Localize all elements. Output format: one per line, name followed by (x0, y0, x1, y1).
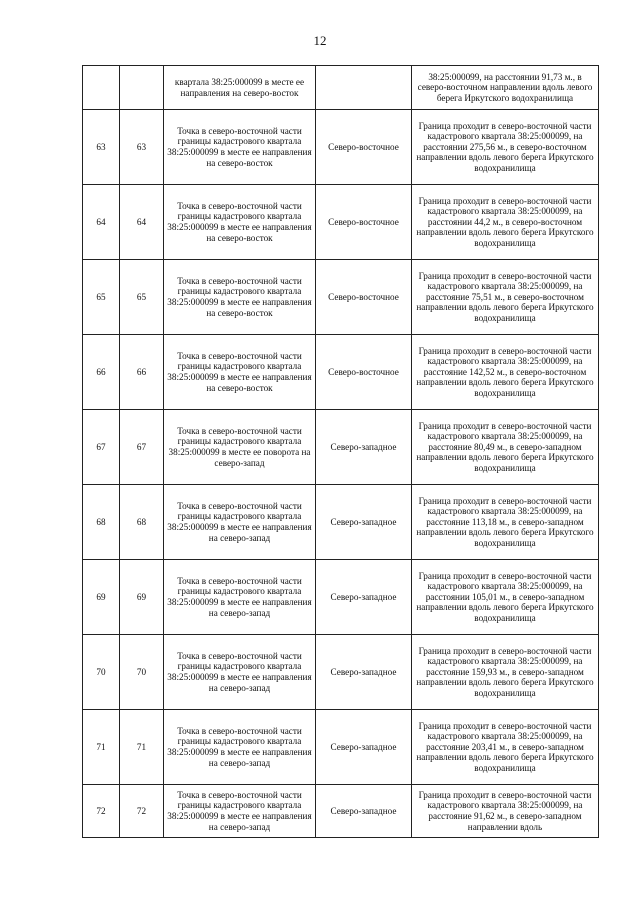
direction-cell (316, 185, 412, 260)
direction-text: Северо-восточное (328, 291, 399, 302)
point-number-cell (83, 410, 120, 485)
point-description-cell (164, 785, 316, 838)
boundary-description-text: Граница проходит в северо-восточной части кадастрового квартала 38:25:000099, на расстояние 91,62 м., в северо-западном направлении вдоль (418, 789, 592, 832)
boundary-points-table (82, 65, 599, 838)
point-description-text: Точка в северо-восточной части границы кадастрового квартала 38:25:000099 в месте ее направления на северо-восток (167, 350, 312, 393)
point-number-text: 68 (96, 516, 106, 527)
point-number-cell (83, 110, 120, 185)
table-row (83, 260, 599, 335)
table-row (83, 185, 599, 260)
point-description-text: квартала 38:25:000099 в месте ее направления на северо-восток (174, 76, 305, 98)
direction-text: Северо-западное (330, 741, 397, 752)
point-number-cell (83, 260, 120, 335)
boundary-description-text: Граница проходит в северо-восточной части кадастрового квартала 38:25:000099, на расстоянии 105,01 м., в северо-западном направлении вдоль левого берега Иркутского водохранилища (416, 570, 594, 623)
table-row (83, 410, 599, 485)
point-description-cell (164, 410, 316, 485)
table-body (83, 66, 599, 838)
boundary-description-cell (412, 485, 599, 560)
boundary-description-text: Граница проходит в северо-восточной части кадастрового квартала 38:25:000099, на расстояние 159,93 м., в северо-западном направлении вдоль левого берега Иркутского водохранилища (416, 645, 594, 698)
boundary-description-cell (412, 410, 599, 485)
boundary-description-cell (412, 260, 599, 335)
point-description-text: Точка в северо-восточной части границы кадастрового квартала 38:25:000099 в месте ее направления на северо-восток (167, 200, 312, 243)
point-number-text: 69 (96, 591, 106, 602)
point-description-cell (164, 560, 316, 635)
point-description-text: Точка в северо-восточной части границы кадастрового квартала 38:25:000099 в месте ее поворота на северо-запад (168, 425, 311, 468)
point-description-text: Точка в северо-восточной части границы кадастрового квартала 38:25:000099 в месте ее направления на северо-восток (167, 125, 312, 168)
point-number-text: 64 (96, 216, 106, 227)
boundary-description-text: Граница проходит в северо-восточной части кадастрового квартала 38:25:000099, на расстояние 80,49 м., в северо-западном направлении вдоль левого берега Иркутского водохранилища (416, 420, 594, 473)
boundary-description-cell (412, 710, 599, 785)
point-index-text: 72 (136, 805, 147, 816)
direction-text: Северо-западное (330, 591, 397, 602)
point-description-cell (164, 110, 316, 185)
point-description-cell (164, 485, 316, 560)
boundary-description-text: Граница проходит в северо-восточной части кадастрового квартала 38:25:000099, на расстоянии 275,56 м., в северо-восточном направлении вдоль левого берега Иркутского водохранилища (416, 120, 594, 173)
point-description-text: Точка в северо-восточной части границы кадастрового квартала 38:25:000099 в месте ее направления на северо-запад (167, 575, 312, 618)
point-description-text: Точка в северо-восточной части границы кадастрового квартала 38:25:000099 в месте ее направления на северо-запад (167, 500, 312, 543)
boundary-description-cell (412, 335, 599, 410)
direction-cell (316, 260, 412, 335)
boundary-description-cell (412, 110, 599, 185)
point-index-text: 70 (136, 666, 147, 677)
point-index-cell (120, 66, 164, 110)
point-number-cell (83, 66, 120, 110)
point-number-cell (83, 335, 120, 410)
direction-text: Северо-западное (330, 805, 397, 816)
direction-cell (316, 335, 412, 410)
table-row (83, 110, 599, 185)
table-row (83, 66, 599, 110)
point-number-cell (83, 635, 120, 710)
point-index-cell (120, 260, 164, 335)
point-index-cell (120, 185, 164, 260)
point-description-cell (164, 635, 316, 710)
page-number: 12 (313, 33, 327, 48)
point-number-cell (83, 185, 120, 260)
point-description-cell (164, 66, 316, 110)
direction-text: Северо-западное (330, 516, 397, 527)
point-number-text: 70 (96, 666, 106, 677)
boundary-description-text: Граница проходит в северо-восточной части кадастрового квартала 38:25:000099, на расстояние 203,41 м., в северо-западном направлении вдоль левого берега Иркутского водохранилища (416, 720, 594, 773)
point-index-text: 63 (136, 141, 147, 152)
table-row (83, 560, 599, 635)
point-description-cell (164, 710, 316, 785)
direction-text: Северо-западное (330, 441, 397, 452)
point-description-text: Точка в северо-восточной части границы кадастрового квартала 38:25:000099 в месте ее направления на северо-восток (167, 275, 312, 318)
point-number-text: 72 (96, 805, 106, 816)
direction-cell (316, 785, 412, 838)
point-description-cell (164, 260, 316, 335)
boundary-description-cell (412, 185, 599, 260)
point-index-text: 67 (136, 441, 147, 452)
point-index-text: 65 (136, 291, 147, 302)
boundary-description-cell (412, 785, 599, 838)
direction-cell (316, 485, 412, 560)
point-index-text: 64 (136, 216, 147, 227)
point-number-cell (83, 560, 120, 635)
point-number-text: 71 (96, 741, 106, 752)
point-description-text: Точка в северо-восточной части границы кадастрового квартала 38:25:000099 в месте ее направления на северо-запад (167, 650, 312, 693)
point-description-text: Точка в северо-восточной части границы кадастрового квартала 38:25:000099 в месте ее направления на северо-запад (167, 725, 312, 768)
table-row (83, 710, 599, 785)
direction-cell (316, 66, 412, 110)
point-number-text: 66 (96, 366, 106, 377)
boundary-description-cell (412, 66, 599, 110)
boundary-description-text: Граница проходит в северо-восточной части кадастрового квартала 38:25:000099, на расстояние 142,52 м., в северо-восточном направлении вдоль левого берега Иркутского водохранилища (416, 345, 594, 398)
point-index-cell (120, 710, 164, 785)
table-row (83, 635, 599, 710)
point-index-cell (120, 110, 164, 185)
table-row (83, 335, 599, 410)
point-index-text: 66 (136, 366, 147, 377)
direction-text: Северо-западное (330, 666, 397, 677)
point-number-text: 67 (96, 441, 106, 452)
boundary-description-cell (412, 635, 599, 710)
point-number-text: 65 (96, 291, 106, 302)
point-index-text: 68 (136, 516, 147, 527)
point-description-cell (164, 185, 316, 260)
point-index-cell (120, 335, 164, 410)
boundary-description-text: Граница проходит в северо-восточной части кадастрового квартала 38:25:000099, на расстояние 113,18 м., в северо-западном направлении вдоль левого берега Иркутского водохранилища (416, 495, 594, 548)
point-number-cell (83, 485, 120, 560)
point-index-cell (120, 485, 164, 560)
direction-cell (316, 635, 412, 710)
point-description-text: Точка в северо-восточной части границы кадастрового квартала 38:25:000099 в месте ее направления на северо-запад (167, 789, 312, 832)
table-row (83, 785, 599, 838)
boundary-description-text: Граница проходит в северо-восточной части кадастрового квартала 38:25:000099, на расстояние 75,51 м., в северо-восточном направлении вдоль левого берега Иркутского водохранилища (416, 270, 594, 323)
direction-text: Северо-восточное (328, 141, 399, 152)
boundary-description-cell (412, 560, 599, 635)
boundary-description-text: Граница проходит в северо-восточной части кадастрового квартала 38:25:000099, на расстоянии 44,2 м., в северо-восточном направлении вдоль левого берега Иркутского водохранилища (416, 195, 594, 248)
direction-cell (316, 560, 412, 635)
boundary-description-text: 38:25:000099, на расстоянии 91,73 м., в северо-восточном направлении вдоль левого берега Иркутского водохранилища (417, 71, 593, 103)
direction-text: Северо-восточное (328, 216, 399, 227)
point-index-cell (120, 635, 164, 710)
direction-cell (316, 710, 412, 785)
point-index-text: 69 (136, 591, 147, 602)
point-index-cell (120, 410, 164, 485)
point-index-cell (120, 560, 164, 635)
direction-text: Северо-восточное (328, 366, 399, 377)
direction-cell (316, 110, 412, 185)
point-number-cell (83, 710, 120, 785)
table-row (83, 485, 599, 560)
point-description-cell (164, 335, 316, 410)
point-number-cell (83, 785, 120, 838)
point-index-text: 71 (136, 741, 147, 752)
direction-cell (316, 410, 412, 485)
point-number-text: 63 (96, 141, 106, 152)
point-index-cell (120, 785, 164, 838)
